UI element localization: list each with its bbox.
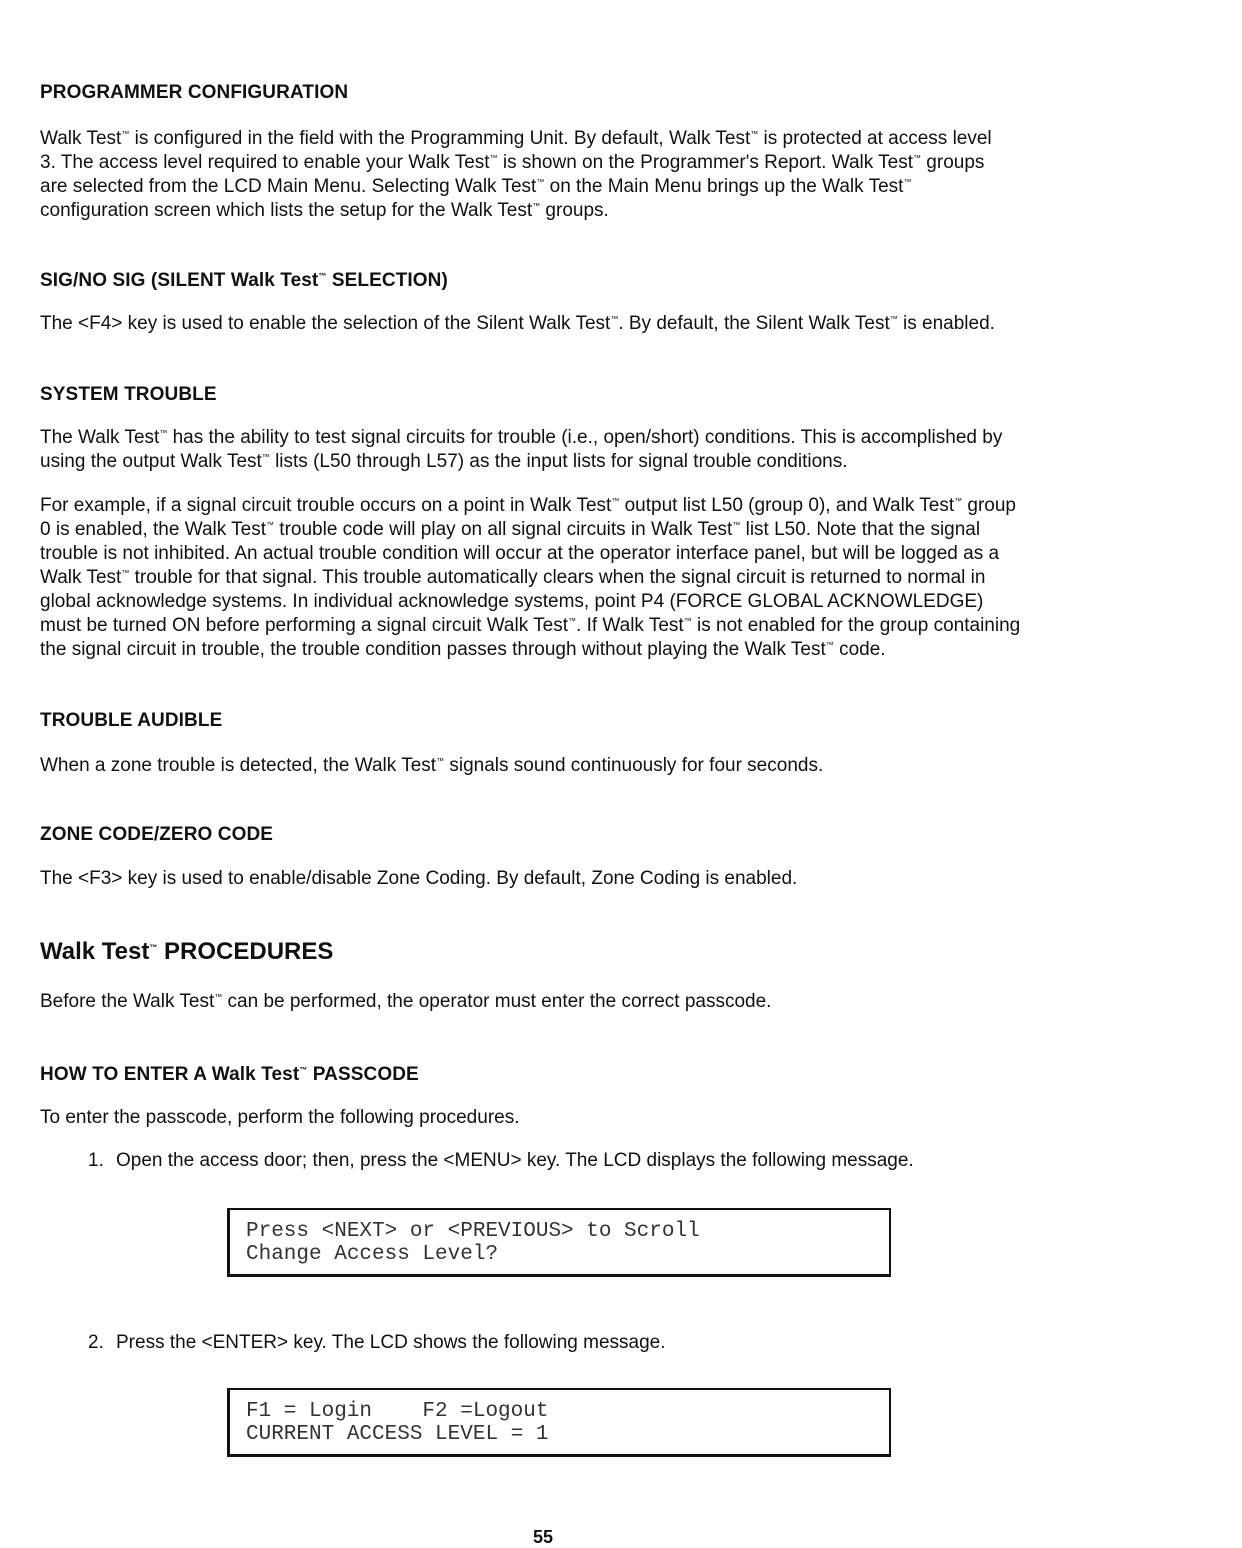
text-line <box>40 542 1050 566</box>
trademark-mark: ™ <box>121 129 130 139</box>
text-segment: When a zone trouble is detected, the Walk Test <box>40 755 437 776</box>
step-text: Press the <ENTER> key. The LCD shows the following message. <box>116 1332 666 1353</box>
trademark-mark: ™ <box>436 756 445 766</box>
text-segment: global acknowledge systems. In individual acknowledge systems, point P4 (FORCE GLOBAL ACKNOWLEDGE) <box>40 591 984 612</box>
trademark-mark: ™ <box>532 201 541 211</box>
trademark-mark: ™ <box>318 271 327 281</box>
step-text: Open the access door; then, press the <MENU> key. The LCD displays the following message. <box>116 1150 914 1171</box>
text-line <box>40 638 1050 662</box>
text-line <box>40 566 1050 590</box>
step-1 <box>88 1150 914 1172</box>
lcd-line: CURRENT ACCESS LEVEL = 1 <box>246 1423 549 1446</box>
lcd-line: F1 = Login F2 =Logout <box>246 1400 549 1423</box>
text-segment: are selected from the LCD Main Menu. Selecting Walk Test <box>40 176 537 197</box>
text-segment: is not enabled for the group containing <box>691 615 1021 636</box>
paragraph-procedures <box>40 990 1050 1014</box>
trademark-mark: ™ <box>825 640 834 650</box>
text-line <box>40 867 1050 891</box>
text-segment: on the Main Menu brings up the Walk Test <box>544 176 904 197</box>
trademark-mark: ™ <box>903 177 912 187</box>
text-line <box>40 175 1050 199</box>
heading-procedures-text: Walk Test <box>40 938 150 965</box>
text-segment: 0 is enabled, the Walk Test <box>40 519 267 540</box>
heading-zone-code: ZONE CODE/ZERO CODE <box>40 824 274 845</box>
text-line <box>40 151 1050 175</box>
trademark-mark: ™ <box>610 314 619 324</box>
text-segment: 3. The access level required to enable your Walk Test <box>40 152 490 173</box>
text-segment: lists (L50 through L57) as the input lists for signal trouble conditions. <box>269 451 848 472</box>
text-segment: code. <box>833 639 886 660</box>
paragraph-zone-code <box>40 867 1050 891</box>
text-segment: groups <box>921 152 985 173</box>
paragraph-passcode-intro: To enter the passcode, perform the following procedures. <box>40 1107 520 1128</box>
text-segment: must be turned ON before performing a signal circuit Walk Test <box>40 615 569 636</box>
text-line <box>40 199 1050 223</box>
lcd-line: Press <NEXT> or <PREVIOUS> to Scroll <box>246 1220 700 1243</box>
text-segment: is configured in the field with the Programming Unit. By default, Walk Test <box>129 128 751 149</box>
text-segment: Walk Test <box>40 128 122 149</box>
paragraph-trouble-audible <box>40 754 1050 778</box>
text-segment: For example, if a signal circuit trouble occurs on a point in Walk Test <box>40 495 612 516</box>
text-segment: The Walk Test <box>40 427 160 448</box>
text-segment: configuration screen which lists the setup for the Walk Test <box>40 200 533 221</box>
trademark-mark: ™ <box>683 616 692 626</box>
trademark-mark: ™ <box>214 992 223 1002</box>
trademark-mark: ™ <box>121 568 130 578</box>
trademark-mark: ™ <box>732 520 741 530</box>
text-line <box>40 614 1050 638</box>
paragraph-sig-no-sig <box>40 312 1050 336</box>
heading-system-trouble: SYSTEM TROUBLE <box>40 384 217 405</box>
text-segment: group <box>962 495 1016 516</box>
trademark-mark: ™ <box>750 129 759 139</box>
text-segment: trouble code will play on all signal circuits in Walk Test <box>274 519 733 540</box>
step-number: 2. <box>88 1332 104 1353</box>
text-line <box>40 590 1050 614</box>
text-segment: trouble is not inhibited. An actual trouble condition will occur at the operator interface panel, but will be logged as a <box>40 543 1000 564</box>
trademark-mark: ™ <box>954 496 963 506</box>
text-segment: . If Walk Test <box>576 615 684 636</box>
step-2 <box>88 1332 666 1354</box>
text-segment: using the output Walk Test <box>40 451 262 472</box>
trademark-mark: ™ <box>159 428 168 438</box>
trademark-mark: ™ <box>266 520 275 530</box>
text-segment: the signal circuit in trouble, the trouble condition passes through without playing the Walk Test <box>40 639 826 660</box>
heading-programmer-configuration: PROGRAMMER CONFIGURATION <box>40 82 349 103</box>
heading-passcode-text-end: PASSCODE <box>307 1064 419 1085</box>
text-segment: groups. <box>540 200 609 221</box>
heading-passcode-text: HOW TO ENTER A Walk Test <box>40 1064 300 1085</box>
paragraph-system-trouble-2 <box>40 494 1050 662</box>
heading-walk-test-procedures <box>40 938 333 966</box>
heading-sig-no-sig <box>40 270 448 292</box>
trademark-mark: ™ <box>913 153 922 163</box>
text-segment: list L50. Note that the signal <box>740 519 981 540</box>
text-segment: Before the Walk Test <box>40 991 215 1012</box>
heading-trouble-audible: TROUBLE AUDIBLE <box>40 710 223 731</box>
text-line <box>40 754 1050 778</box>
text-line <box>40 127 1050 151</box>
text-segment: can be performed, the operator must enter the correct passcode. <box>222 991 772 1012</box>
text-segment: signals sound continuously for four seconds. <box>444 755 824 776</box>
trademark-mark: ™ <box>489 153 498 163</box>
text-line <box>40 990 1050 1014</box>
trademark-mark: ™ <box>261 452 270 462</box>
heading-enter-passcode <box>40 1064 419 1086</box>
trademark-mark: ™ <box>299 1065 308 1075</box>
text-segment: . By default, the Silent Walk Test <box>618 313 890 334</box>
text-line <box>40 518 1050 542</box>
trademark-mark: ™ <box>568 616 577 626</box>
text-line <box>40 450 1050 474</box>
text-segment: is protected at access level <box>758 128 992 149</box>
trademark-mark: ™ <box>889 314 898 324</box>
text-segment: trouble for that signal. This trouble automatically clears when the signal circuit is returned to normal in <box>129 567 986 588</box>
text-segment: The <F3> key is used to enable/disable Zone Coding. By default, Zone Coding is enabled. <box>40 868 798 889</box>
lcd-line: Change Access Level? <box>246 1243 499 1266</box>
trademark-mark: ™ <box>149 943 158 952</box>
heading-sig-no-sig-text-end: SELECTION) <box>326 270 448 291</box>
paragraph-system-trouble-1 <box>40 426 1050 474</box>
text-line <box>40 426 1050 450</box>
step-number: 1. <box>88 1150 104 1171</box>
heading-sig-no-sig-text: SIG/NO SIG (SILENT Walk Test <box>40 270 319 291</box>
text-segment: output list L50 (group 0), and Walk Test <box>619 495 955 516</box>
lcd-display-2 <box>227 1388 891 1457</box>
paragraph-programmer-configuration <box>40 127 1050 223</box>
text-segment: is shown on the Programmer's Report. Walk Test <box>497 152 914 173</box>
trademark-mark: ™ <box>536 177 545 187</box>
text-segment: Walk Test <box>40 567 122 588</box>
text-line <box>40 312 1050 336</box>
lcd-display-1 <box>227 1208 891 1277</box>
trademark-mark: ™ <box>611 496 620 506</box>
text-segment: is enabled. <box>897 313 995 334</box>
text-segment: The <F4> key is used to enable the selection of the Silent Walk Test <box>40 313 611 334</box>
text-line <box>40 494 1050 518</box>
heading-procedures-text-end: PROCEDURES <box>157 938 334 965</box>
text-segment: has the ability to test signal circuits for trouble (i.e., open/short) conditions. This is accomplished by <box>167 427 1003 448</box>
page-number: 55 <box>532 1527 554 1547</box>
